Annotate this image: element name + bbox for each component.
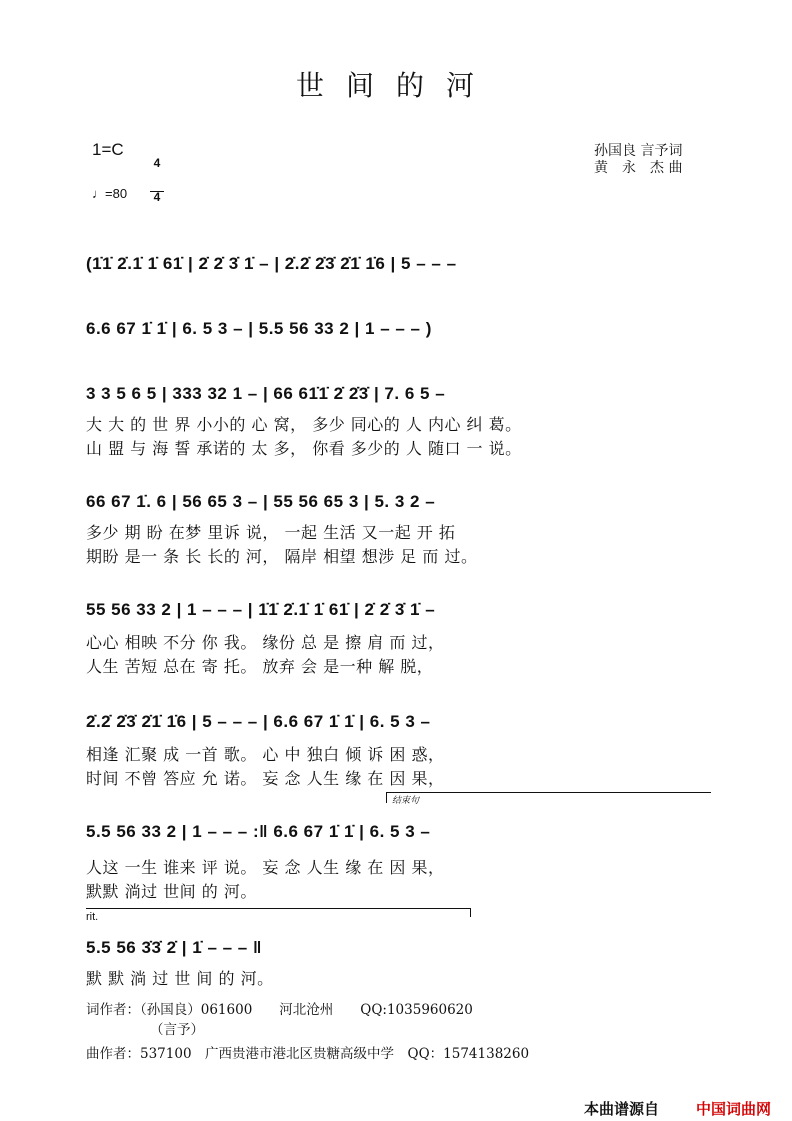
lyricist-penname: （言予） xyxy=(150,1022,204,1038)
composer-credit: 黄 永 杰 曲 xyxy=(594,160,683,176)
composer-contact: 曲作者：537100 广西贵港市港北区贵糖高级中学 QQ：1574138260 xyxy=(86,1046,530,1062)
time-signature xyxy=(150,136,164,214)
page-title: 世间的河 xyxy=(295,69,496,102)
lyricist-credit: 孙国良 言予词 xyxy=(594,143,683,159)
lyric-line: 大 大 的 世 界 小小的 心 窝， 多少 同心的 人 内心 纠 葛。 xyxy=(86,415,522,434)
rit-bracket xyxy=(86,908,471,917)
source-label: 本曲谱源自 xyxy=(584,1101,660,1118)
lyric-line: 默 默 淌 过 世 间 的 河。 xyxy=(86,969,274,988)
score-line-5: 55 56 33 2 | 1 – – – | 1̇1̇ 2̇.1̇ 1̇ 61̇ | 2̇ 2̇ 3̇ 1̇ – xyxy=(86,600,436,619)
lyric-line: 时间 不曾 答应 允 诺。 妄 念 人生 缘 在 因 果， xyxy=(86,769,445,788)
score-line-4: 66 67 1̇. 6 | 56 65 3 – | 55 56 65 3 | 5. 3 2 – xyxy=(86,492,436,511)
time-signature-bottom: 4 xyxy=(150,191,164,203)
ending-bracket xyxy=(386,792,711,803)
score-line-1: (1̇1̇ 2̇.1̇ 1̇ 61̇ | 2̇ 2̇ 3̇ 1̇ – | 2̇.2̇ 2̇3̇ 2̇1̇ 1̇6 | 5 – – – xyxy=(86,254,457,273)
lyric-line: 山 盟 与 海 誓 承诺的 太 多， 你看 多少的 人 随口 一 说。 xyxy=(86,439,522,458)
score-line-7: 5.5 56 33 2 | 1 – – – :‖ 6.6 67 1̇ 1̇ | 6. 5 3 – xyxy=(86,822,431,841)
lyric-line: 多少 期 盼 在梦 里诉 说， 一起 生活 又一起 开 拓 xyxy=(86,523,456,542)
lyric-line: 相逢 汇聚 成 一首 歌。 心 中 独白 倾 诉 困 惑， xyxy=(86,745,445,764)
ending-label: 结束句 xyxy=(392,796,420,806)
lyric-line: 人这 一生 谁来 评 说。 妄 念 人生 缘 在 因 果， xyxy=(86,858,445,877)
key-signature: 1=C xyxy=(92,140,124,159)
score-line-8: 5.5 56 3̇3̇ 2̇ | 1̇ – – – ‖ xyxy=(86,938,262,957)
time-signature-top: 4 xyxy=(153,156,161,170)
lyricist-contact: 词作者：（孙国良）061600 河北沧州 QQ:1035960620 xyxy=(86,1002,473,1018)
ritardando-marking: rit. xyxy=(86,911,99,923)
lyric-line: 期盼 是一 条 长 长的 河， 隔岸 相望 想涉 足 而 过。 xyxy=(86,547,478,566)
score-line-6: 2̇.2̇ 2̇3̇ 2̇1̇ 1̇6 | 5 – – – | 6.6 67 1̇ 1̇ | 6. 5 3 – xyxy=(86,712,431,731)
lyric-line: 心心 相映 不分 你 我。 缘份 总 是 擦 肩 而 过， xyxy=(86,633,445,652)
tempo-marking: ♩=80 xyxy=(92,186,128,201)
score-line-3: 3 3 5 6 5 | 333 32 1 – | 66 61̇1̇ 2̇ 2̇3̇ | 7. 6 5 – xyxy=(86,384,446,403)
source-site-link[interactable]: 中国词曲网 xyxy=(696,1101,772,1118)
score-line-2: 6.6 67 1̇ 1̇ | 6. 5 3 – | 5.5 56 33 2 | 1 – – – ) xyxy=(86,319,432,338)
lyric-line: 人生 苦短 总在 寄 托。 放弃 会 是一种 解 脱， xyxy=(86,657,434,676)
lyric-line: 默默 淌过 世间 的 河。 xyxy=(86,882,257,901)
